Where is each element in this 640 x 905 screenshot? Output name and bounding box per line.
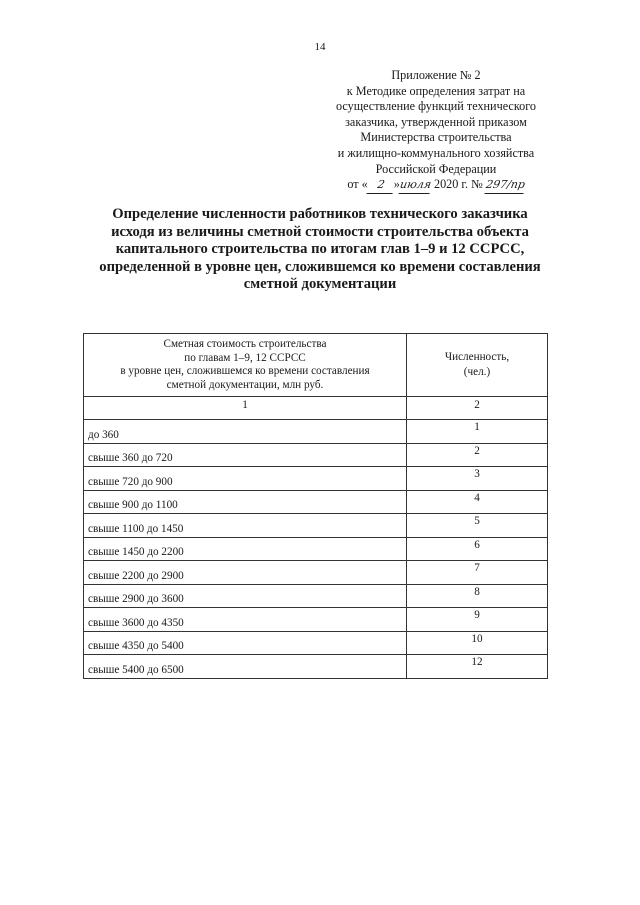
table-row [84,537,548,561]
header-cost [84,334,407,397]
title-line: Определение численности работников технического заказчика [112,206,528,222]
appendix-line: Российской Федерации [375,161,497,176]
page-number: 14 [314,41,326,53]
title-line: определенной в уровне цен, сложившемся ко времени составления [99,258,541,275]
table-row [84,608,548,632]
cost-range-cell: до 360 [84,420,407,444]
table-row [84,443,548,467]
title-line: сметной документации [243,276,397,293]
table-row [84,561,548,585]
table-header-row [84,334,548,397]
appendix-line: к Методике определения затрат на [346,83,526,98]
headcount-cell: 2 [407,443,548,467]
headcount-cell: 7 [407,561,548,585]
order-prefix: от « [347,177,368,192]
appendix-line: Министерства строительства [360,130,512,145]
appendix-line: Приложение № 2 [391,68,481,82]
headcount-cell: 6 [407,537,548,561]
order-day-handwritten: 2 [366,177,395,194]
cost-range-cell: свыше 2900 до 3600 [84,584,407,608]
cost-range-cell: свыше 5400 до 6500 [84,655,407,679]
order-year: 2020 г. № [433,177,483,192]
header-count [407,334,548,397]
cost-range-cell: свыше 1450 до 2200 [84,537,407,561]
header-count-line: (чел.) [463,366,491,378]
cost-range-cell: свыше 2200 до 2900 [84,561,407,585]
headcount-cell: 9 [407,608,548,632]
document-title [70,206,570,294]
header-cost-line: по главам 1–9, 12 ССРСС [184,351,306,364]
cost-range-cell: свыше 3600 до 4350 [84,608,407,632]
order-quote-close: » [393,177,400,192]
cost-range-cell: свыше 1100 до 1450 [84,514,407,538]
headcount-cell: 4 [407,490,548,514]
appendix-line: осуществление функций технического [335,99,537,114]
column-number: 1 [84,397,407,420]
header-cost-line: в уровне цен, сложившемся ко времени составления [120,365,370,377]
table-row [84,420,548,444]
headcount-cell: 3 [407,467,548,491]
table-row [84,490,548,514]
table-row [84,584,548,608]
appendix-header [318,68,554,194]
table-row [84,631,548,655]
title-line: исходя из величины сметной стоимости строительства объекта [111,223,529,240]
headcount-cell: 5 [407,514,548,538]
cost-range-cell: свыше 360 до 720 [84,443,407,467]
headcount-cell: 1 [407,420,548,444]
table-row [84,655,548,679]
headcount-cell: 12 [407,655,548,679]
order-date-line [318,177,554,194]
order-number-handwritten: 297/пр [484,177,526,194]
staffing-table [83,333,548,679]
appendix-line: заказчика, утвержденной приказом [345,114,527,129]
column-number: 2 [407,397,548,420]
table-row [84,514,548,538]
appendix-line: и жилищно-коммунального хозяйства [337,145,535,160]
headcount-cell: 8 [407,584,548,608]
table-row [84,467,548,491]
header-count-line: Численность, [444,351,510,363]
column-number-row [84,397,548,420]
order-month-handwritten: июля [398,177,432,194]
cost-range-cell: свыше 4350 до 5400 [84,631,407,655]
headcount-cell: 10 [407,631,548,655]
header-cost-line: Сметная стоимость строительства [163,338,327,350]
header-cost-line: сметной документации, млн руб. [166,378,324,391]
cost-range-cell: свыше 720 до 900 [84,467,407,491]
title-line: капитального строительства по итогам глав 1–9 и 12 ССРСС, [115,241,525,258]
cost-range-cell: свыше 900 до 1100 [84,490,407,514]
